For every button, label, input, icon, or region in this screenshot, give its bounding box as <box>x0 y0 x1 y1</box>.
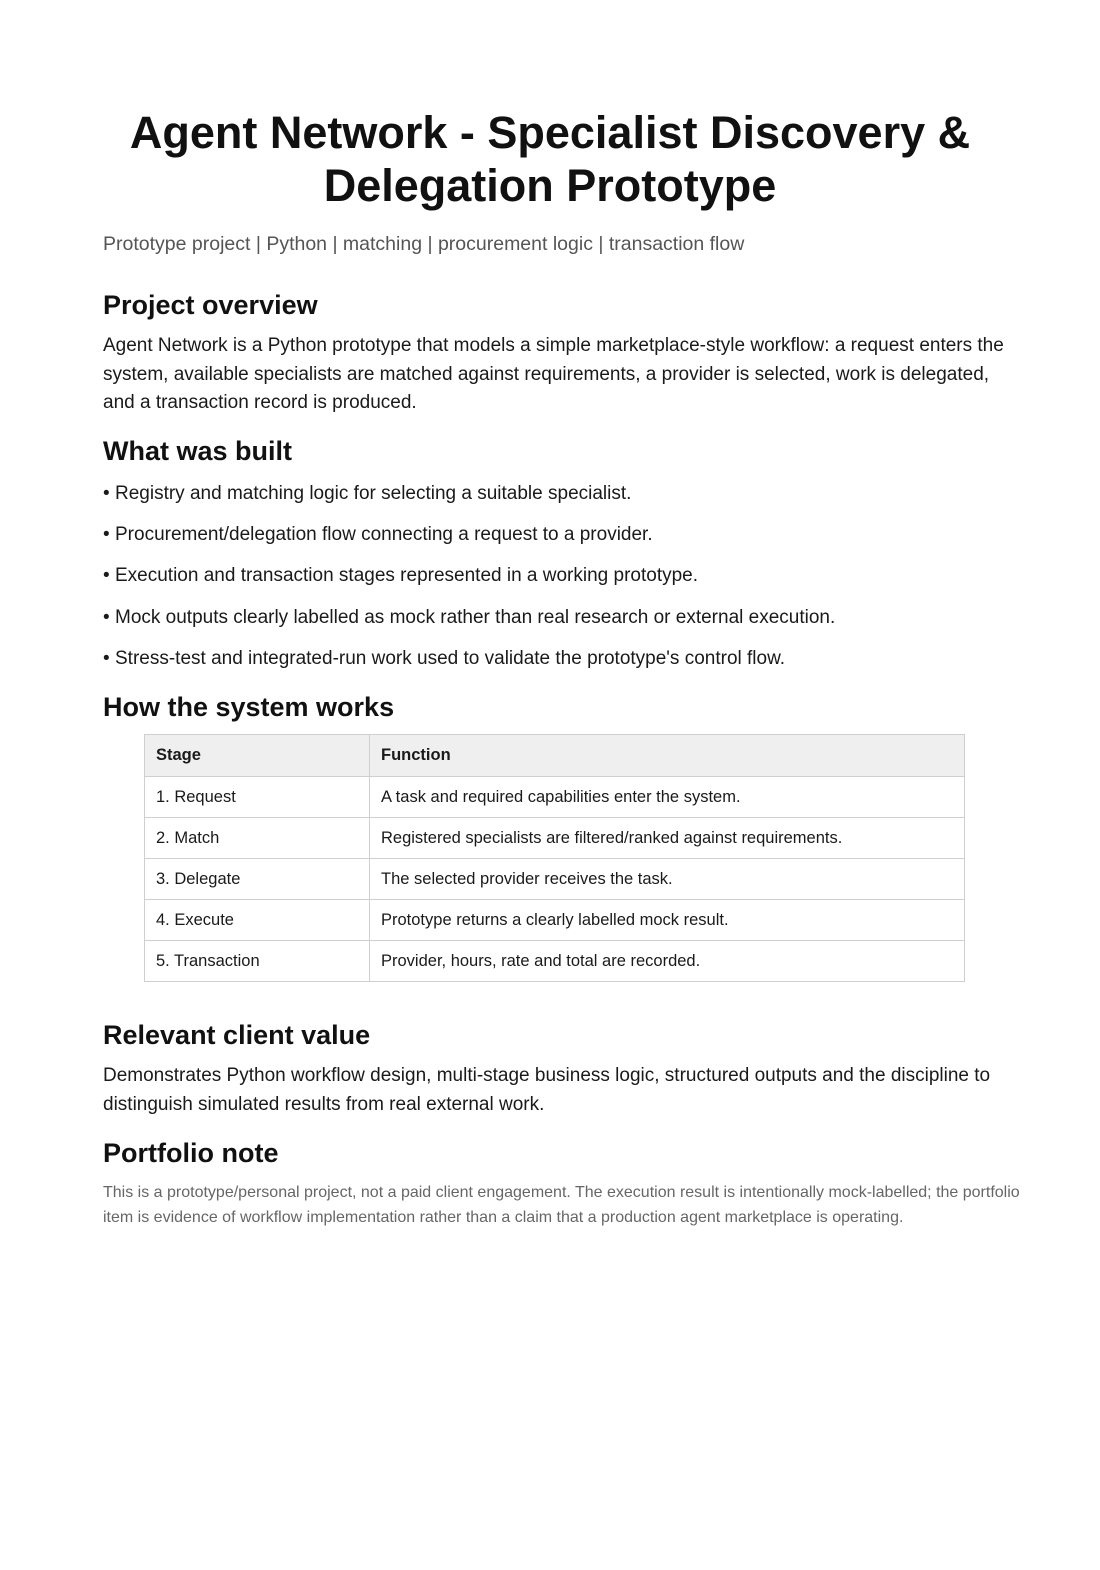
built-heading: What was built <box>103 436 292 466</box>
overview-heading: Project overview <box>103 290 318 320</box>
table-header-row <box>145 735 965 777</box>
list-item <box>103 562 1023 603</box>
function-cell: A task and required capabilities enter the system. <box>370 777 965 818</box>
function-cell: Provider, hours, rate and total are recorded. <box>370 941 965 982</box>
stage-cell: 4. Execute <box>145 900 370 941</box>
list-item-text: Registry and matching logic for selecting a suitable specialist. <box>115 483 632 504</box>
list-item <box>103 521 1023 562</box>
document-title: Agent Network - Specialist Discovery & Delegation Prototype <box>129 107 971 211</box>
bullet-icon: • <box>103 524 110 546</box>
stage-cell: 3. Delegate <box>145 859 370 900</box>
list-item-text: Execution and transaction stages represented in a working prototype. <box>115 565 699 587</box>
list-item-text: Procurement/delegation flow connecting a request to a provider. <box>115 524 653 546</box>
table-row <box>145 818 965 859</box>
list-item <box>103 645 1023 686</box>
list-item <box>103 604 1023 645</box>
stages-table <box>144 734 965 982</box>
function-cell: Prototype returns a clearly labelled mock result. <box>370 900 965 941</box>
list-item-text: Stress-test and integrated-run work used to validate the prototype's control flow. <box>115 647 786 669</box>
table-row <box>145 941 965 982</box>
built-list <box>103 480 1023 686</box>
bullet-icon: • <box>103 483 110 504</box>
system-heading: How the system works <box>103 692 395 722</box>
table-row <box>145 777 965 818</box>
stage-cell: 1. Request <box>145 777 370 818</box>
list-item <box>103 480 1023 521</box>
document-subtitle: Prototype project | Python | matching | procurement logic | transaction flow <box>103 233 745 255</box>
stage-cell: 2. Match <box>145 818 370 859</box>
column-header-function: Function <box>370 735 965 777</box>
function-cell: Registered specialists are filtered/ranked against requirements. <box>370 818 965 859</box>
function-cell: The selected provider receives the task. <box>370 859 965 900</box>
table-row <box>145 859 965 900</box>
value-heading: Relevant client value <box>103 1020 371 1050</box>
overview-paragraph: Agent Network is a Python prototype that models a simple marketplace-style workflow: a request enters the system, available specialists are matched against requirements, a provider is selected, work is delegated, and a transaction record is produced. <box>103 335 1004 413</box>
list-item-text: Mock outputs clearly labelled as mock rather than real research or external execution. <box>115 606 836 628</box>
stage-cell: 5. Transaction <box>145 941 370 982</box>
portfolio-note: This is a prototype/personal project, not a paid client engagement. The execution result is intentionally mock-labelled; the portfolio item is evidence of workflow implementation rather than a claim that a production agent marketplace is operating. <box>103 1184 1020 1226</box>
column-header-stage: Stage <box>145 735 370 777</box>
value-paragraph: Demonstrates Python workflow design, multi-stage business logic, structured outputs and the discipline to distinguish simulated results from real external work. <box>103 1065 991 1115</box>
table-row <box>145 900 965 941</box>
bullet-icon: • <box>103 606 110 628</box>
portfolio-heading: Portfolio note <box>103 1138 279 1168</box>
bullet-icon: • <box>103 647 110 669</box>
bullet-icon: • <box>103 565 110 587</box>
